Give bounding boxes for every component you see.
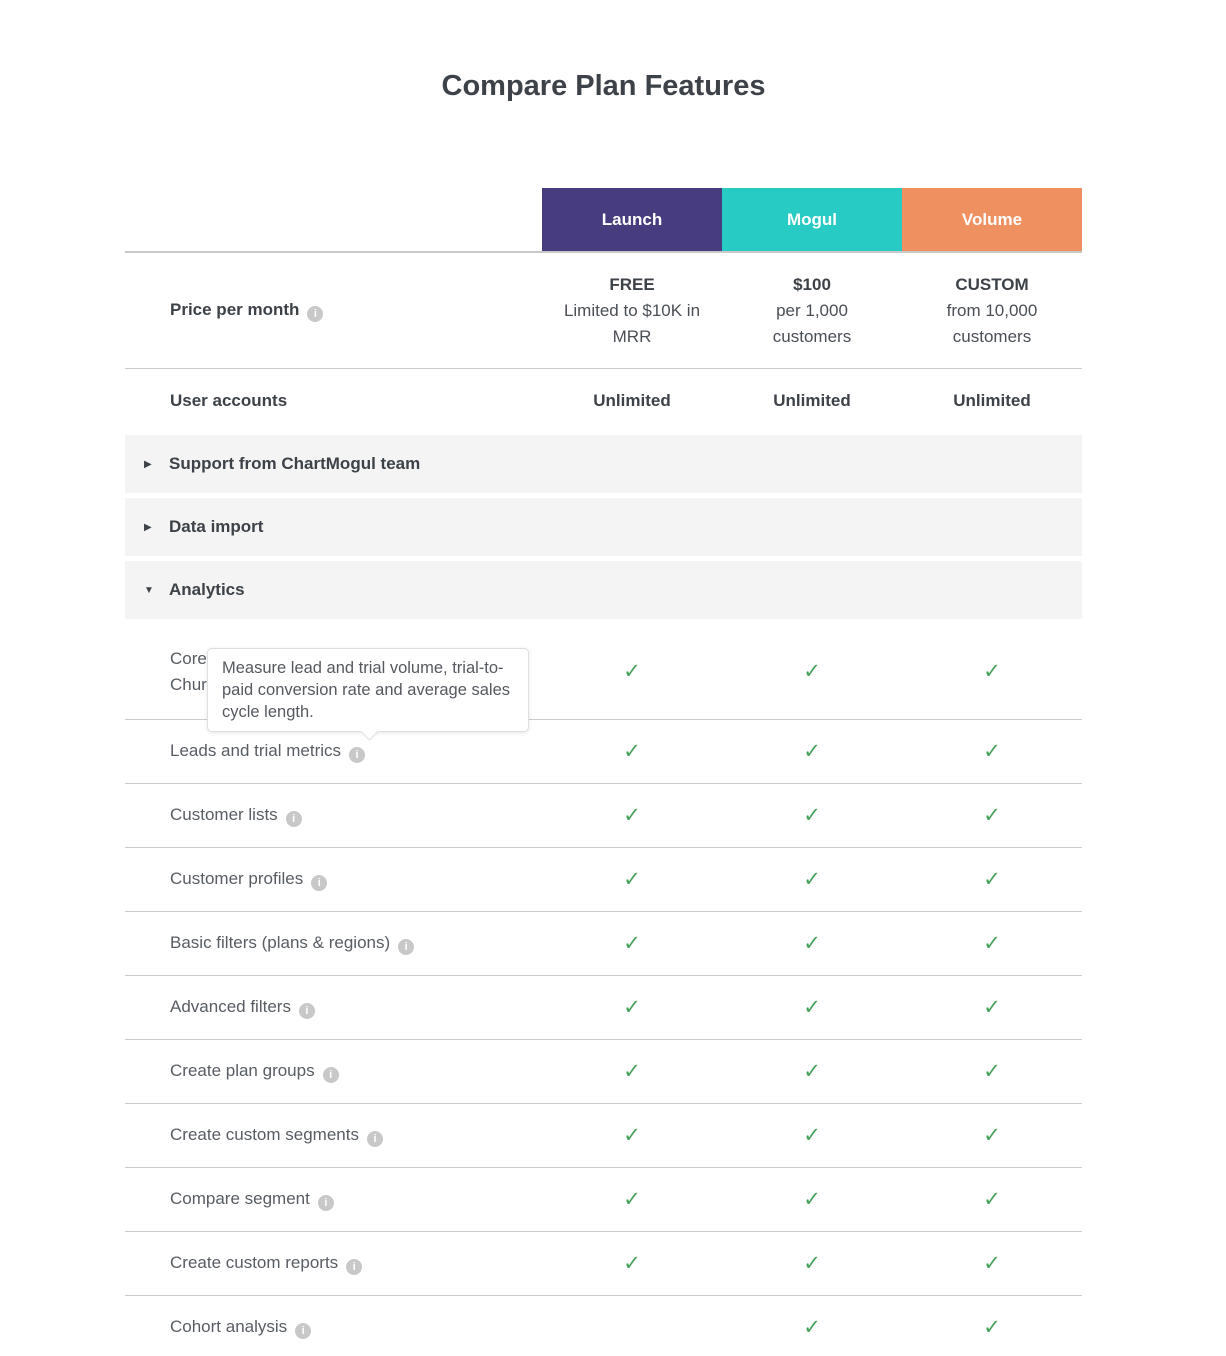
info-icon[interactable]: i	[295, 1323, 311, 1339]
feature-row-basic-filters	[125, 912, 1082, 976]
check-icon: ✓	[803, 996, 821, 1019]
check-icon: ✓	[623, 1188, 641, 1211]
triangle-down-icon: ▼	[144, 584, 154, 596]
feature-label: Create plan groups	[170, 1060, 315, 1080]
check-icon: ✓	[803, 1060, 821, 1083]
info-icon[interactable]: i	[318, 1195, 334, 1211]
feature-label: Basic filters (plans & regions)	[170, 932, 391, 952]
check-icon: ✓	[623, 868, 641, 891]
page-title: Compare Plan Features	[441, 70, 766, 102]
info-tooltip-text: Measure lead and trial volume, trial-to-paid conversion rate and average sales cycle length.	[222, 659, 511, 721]
check-icon: ✓	[623, 1124, 641, 1147]
check-icon: ✓	[983, 868, 1001, 891]
triangle-right-icon: ▶	[144, 521, 152, 533]
feature-label: Advanced filters	[170, 996, 291, 1016]
user-accounts-volume: Unlimited	[953, 391, 1031, 410]
feature-row-create-plan-groups	[125, 1040, 1082, 1104]
feature-label: Customer lists	[170, 804, 278, 824]
check-icon: ✓	[803, 1188, 821, 1211]
feature-label: Create custom reports	[170, 1252, 339, 1272]
check-icon: ✓	[983, 660, 1001, 683]
check-icon: ✓	[983, 1124, 1001, 1147]
user-accounts-mogul: Unlimited	[773, 391, 851, 410]
user-accounts-launch: Unlimited	[593, 391, 671, 410]
check-icon: ✓	[623, 932, 641, 955]
price-volume: CUSTOM from 10,000 customers	[946, 274, 1038, 346]
check-icon: ✓	[623, 1060, 641, 1083]
check-icon: ✓	[983, 932, 1001, 955]
feature-row-cohort-analysis	[125, 1296, 1082, 1356]
info-icon[interactable]: i	[367, 1131, 383, 1147]
section-data-import[interactable]: ▶ Data import	[125, 498, 1082, 556]
plan-header-launch: Launch	[542, 188, 722, 251]
info-icon[interactable]: i	[323, 1067, 339, 1083]
check-icon: ✓	[983, 1188, 1001, 1211]
user-accounts-label: User accounts	[170, 391, 288, 410]
info-icon[interactable]: i	[346, 1259, 362, 1275]
check-icon: ✓	[803, 868, 821, 891]
feature-row-create-custom-segments	[125, 1104, 1082, 1168]
check-icon: ✓	[983, 1316, 1001, 1339]
check-icon: ✓	[623, 660, 641, 683]
info-icon[interactable]: i	[349, 747, 365, 763]
check-icon: ✓	[803, 1124, 821, 1147]
check-icon: ✓	[803, 1252, 821, 1275]
feature-label: Cohort analysis	[170, 1316, 288, 1336]
info-icon[interactable]: i	[311, 875, 327, 891]
check-icon: ✓	[983, 1252, 1001, 1275]
check-icon: ✓	[983, 740, 1001, 763]
price-row-label: Price per month	[170, 299, 300, 319]
check-icon: ✓	[623, 996, 641, 1019]
check-icon: ✓	[803, 932, 821, 955]
feature-row-customer-profiles	[125, 848, 1082, 912]
check-icon: ✓	[983, 996, 1001, 1019]
feature-label: Compare segment	[170, 1188, 310, 1208]
check-icon: ✓	[623, 740, 641, 763]
info-icon[interactable]: i	[307, 306, 323, 322]
section-analytics[interactable]: ▼ Analytics	[125, 561, 1082, 619]
user-accounts-row	[125, 369, 1082, 433]
feature-row-compare-segment	[125, 1168, 1082, 1232]
check-icon: ✓	[983, 1060, 1001, 1083]
feature-label: Create custom segments	[170, 1124, 359, 1144]
triangle-right-icon: ▶	[144, 458, 152, 470]
info-icon[interactable]: i	[299, 1003, 315, 1019]
check-icon: ✓	[983, 804, 1001, 827]
feature-label: Customer profiles	[170, 868, 304, 888]
check-icon: ✓	[803, 740, 821, 763]
check-icon: ✓	[623, 804, 641, 827]
plans-header	[542, 188, 1082, 251]
info-icon[interactable]: i	[286, 811, 302, 827]
feature-label: Core	[170, 648, 207, 668]
info-tooltip	[207, 648, 529, 732]
plan-comparison-table	[125, 251, 1082, 1356]
feature-label-truncated: Chur	[170, 674, 207, 694]
feature-label: Leads and trial metrics	[170, 740, 342, 760]
plan-header-mogul: Mogul	[722, 188, 902, 251]
info-icon[interactable]: i	[398, 939, 414, 955]
price-row	[125, 253, 1082, 369]
check-icon: ✓	[803, 804, 821, 827]
section-support[interactable]: ▶ Support from ChartMogul team	[125, 435, 1082, 493]
check-icon: ✓	[803, 1316, 821, 1339]
feature-row-create-custom-reports	[125, 1232, 1082, 1296]
price-launch: FREE Limited to $10K in MRR	[563, 274, 701, 346]
check-icon: ✓	[803, 660, 821, 683]
check-icon: ✓	[623, 1252, 641, 1275]
feature-row-customer-lists	[125, 784, 1082, 848]
feature-row-advanced-filters	[125, 976, 1082, 1040]
plan-header-volume: Volume	[902, 188, 1082, 251]
price-mogul: $100 per 1,000 customers	[772, 274, 852, 346]
